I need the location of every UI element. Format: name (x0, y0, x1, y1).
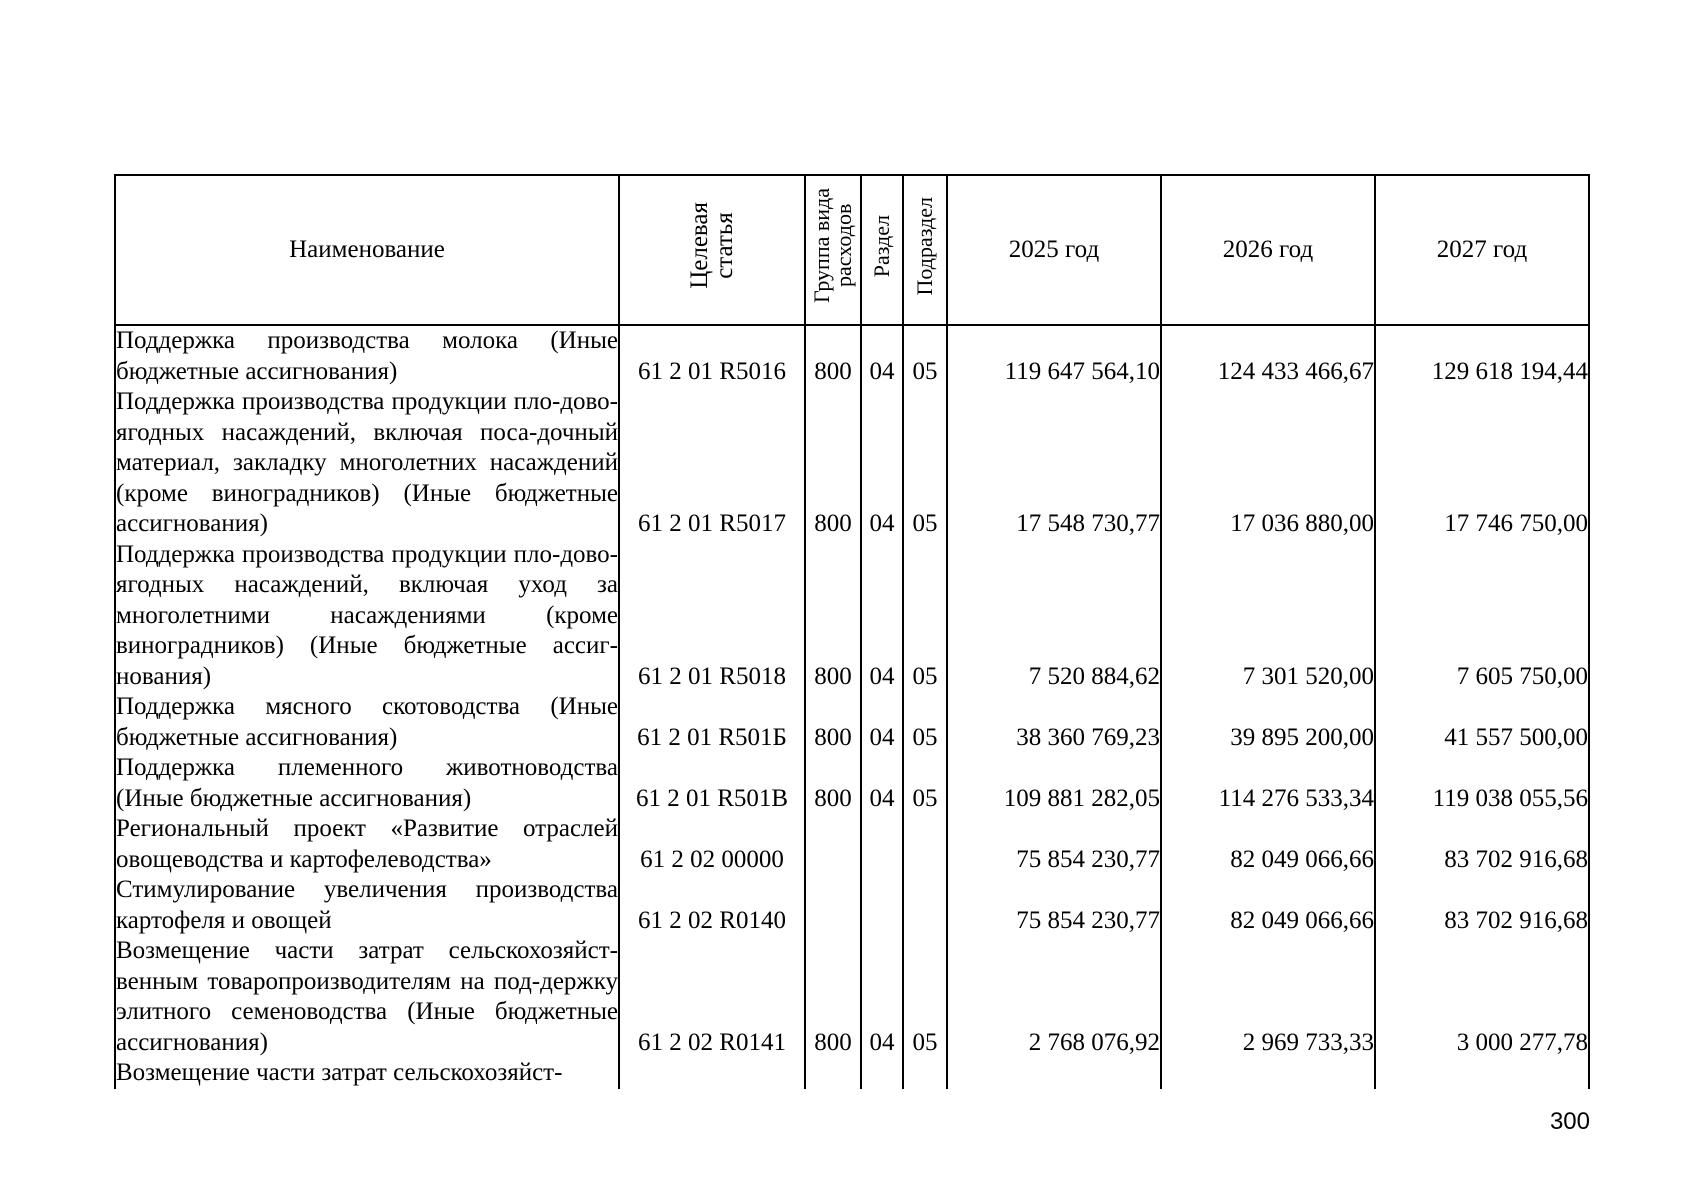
row-name: Стимулирование увеличения производства картофеля и овощей (115, 875, 619, 936)
row-subsection: 05 (903, 387, 947, 540)
row-expense-group (805, 814, 861, 875)
row-name: Возмещение части затрат сельскохозяйст- (115, 1058, 619, 1089)
row-amount-2027: 83 702 916,68 (1375, 875, 1589, 936)
table-row (115, 753, 1589, 814)
row-amount-2025: 75 854 230,77 (947, 814, 1161, 875)
row-name: Возмещение части затрат сельскохозяйст-венным товаропроизводителям на под-держку элитного семеноводства (Иные бюджетные ассигнования) (115, 936, 619, 1058)
header-target-line1: Целевая (686, 202, 713, 290)
row-amount-2027: 17 746 750,00 (1375, 387, 1589, 540)
header-subsection (903, 175, 947, 325)
row-name: Поддержка производства молока (Иные бюджетные ассигнования) (115, 325, 619, 387)
row-target-code: 61 2 01 R501В (619, 753, 805, 814)
row-subsection: 05 (903, 753, 947, 814)
row-expense-group: 800 (805, 753, 861, 814)
row-section (861, 1058, 903, 1089)
row-amount-2025: 38 360 769,23 (947, 692, 1161, 753)
table-row (115, 540, 1589, 693)
row-target-code (619, 1058, 805, 1089)
row-amount-2025: 119 647 564,10 (947, 325, 1161, 387)
row-section (861, 814, 903, 875)
table-row (115, 1058, 1589, 1089)
row-amount-2026: 7 301 520,00 (1161, 540, 1375, 693)
row-amount-2026: 124 433 466,67 (1161, 325, 1375, 387)
row-subsection: 05 (903, 692, 947, 753)
header-section (861, 175, 903, 325)
row-target-code: 61 2 01 R5017 (619, 387, 805, 540)
row-target-code: 61 2 02 R0141 (619, 936, 805, 1058)
row-amount-2025 (947, 1058, 1161, 1089)
row-amount-2025: 75 854 230,77 (947, 875, 1161, 936)
row-name: Поддержка производства продукции пло-дово-ягодных насаждений, включая поса-дочный материал, закладку многолетних насаждений (кроме виноградников) (Иные бюджетные ассигнования) (115, 387, 619, 540)
table-row (115, 814, 1589, 875)
header-section-label: Раздел (869, 214, 894, 277)
header-expense-group (805, 175, 861, 325)
row-subsection: 05 (903, 936, 947, 1058)
row-amount-2026 (1161, 1058, 1375, 1089)
header-group-line1: Группа вида (809, 188, 834, 304)
row-subsection (903, 875, 947, 936)
row-amount-2027: 83 702 916,68 (1375, 814, 1589, 875)
row-amount-2027: 41 557 500,00 (1375, 692, 1589, 753)
header-group-line2: расходов (831, 204, 856, 288)
row-amount-2027: 129 618 194,44 (1375, 325, 1589, 387)
row-expense-group: 800 (805, 387, 861, 540)
header-subsection-label: Подраздел (912, 196, 937, 295)
row-expense-group: 800 (805, 540, 861, 693)
page-number: 300 (1549, 1108, 1590, 1135)
row-subsection: 05 (903, 325, 947, 387)
row-amount-2026: 2 969 733,33 (1161, 936, 1375, 1058)
row-amount-2026: 82 049 066,66 (1161, 814, 1375, 875)
row-amount-2026: 82 049 066,66 (1161, 875, 1375, 936)
row-amount-2025: 7 520 884,62 (947, 540, 1161, 693)
row-amount-2026: 114 276 533,34 (1161, 753, 1375, 814)
row-section (861, 875, 903, 936)
row-expense-group (805, 875, 861, 936)
row-expense-group (805, 1058, 861, 1089)
row-target-code: 61 2 02 00000 (619, 814, 805, 875)
budget-table-container (114, 174, 1588, 1089)
table-row (115, 325, 1589, 387)
row-target-code: 61 2 01 R501Б (619, 692, 805, 753)
table-row (115, 875, 1589, 936)
row-expense-group: 800 (805, 936, 861, 1058)
table-row (115, 387, 1589, 540)
budget-table (114, 174, 1590, 1089)
row-expense-group: 800 (805, 325, 861, 387)
row-amount-2026: 17 036 880,00 (1161, 387, 1375, 540)
row-subsection: 05 (903, 540, 947, 693)
row-section: 04 (861, 387, 903, 540)
row-name: Поддержка мясного скотоводства (Иные бюджетные ассигнования) (115, 692, 619, 753)
row-section: 04 (861, 325, 903, 387)
table-row (115, 692, 1589, 753)
row-amount-2027: 7 605 750,00 (1375, 540, 1589, 693)
header-year-2027: 2027 год (1375, 175, 1589, 325)
row-expense-group: 800 (805, 692, 861, 753)
row-subsection (903, 1058, 947, 1089)
row-target-code: 61 2 02 R0140 (619, 875, 805, 936)
header-year-2025: 2025 год (947, 175, 1161, 325)
header-target-line2: статья (711, 212, 738, 280)
row-name: Поддержка производства продукции пло-дово-ягодных насаждений, включая уход за многолетними насаждениями (кроме виноградников) (Иные бюджетные ассиг-нования) (115, 540, 619, 693)
row-section: 04 (861, 936, 903, 1058)
row-amount-2027: 3 000 277,78 (1375, 936, 1589, 1058)
row-amount-2027 (1375, 1058, 1589, 1089)
header-name: Наименование (115, 175, 619, 325)
row-section: 04 (861, 540, 903, 693)
row-amount-2025: 17 548 730,77 (947, 387, 1161, 540)
row-name: Поддержка племенного животноводства (Иные бюджетные ассигнования) (115, 753, 619, 814)
row-amount-2027: 119 038 055,56 (1375, 753, 1589, 814)
row-target-code: 61 2 01 R5018 (619, 540, 805, 693)
row-subsection (903, 814, 947, 875)
header-target-article (619, 175, 805, 325)
row-section: 04 (861, 753, 903, 814)
table-row (115, 936, 1589, 1058)
table-header-row (115, 175, 1589, 325)
row-amount-2025: 109 881 282,05 (947, 753, 1161, 814)
row-amount-2026: 39 895 200,00 (1161, 692, 1375, 753)
row-amount-2025: 2 768 076,92 (947, 936, 1161, 1058)
row-section: 04 (861, 692, 903, 753)
row-name: Региональный проект «Развитие отраслей овощеводства и картофелеводства» (115, 814, 619, 875)
row-target-code: 61 2 01 R5016 (619, 325, 805, 387)
header-year-2026: 2026 год (1161, 175, 1375, 325)
